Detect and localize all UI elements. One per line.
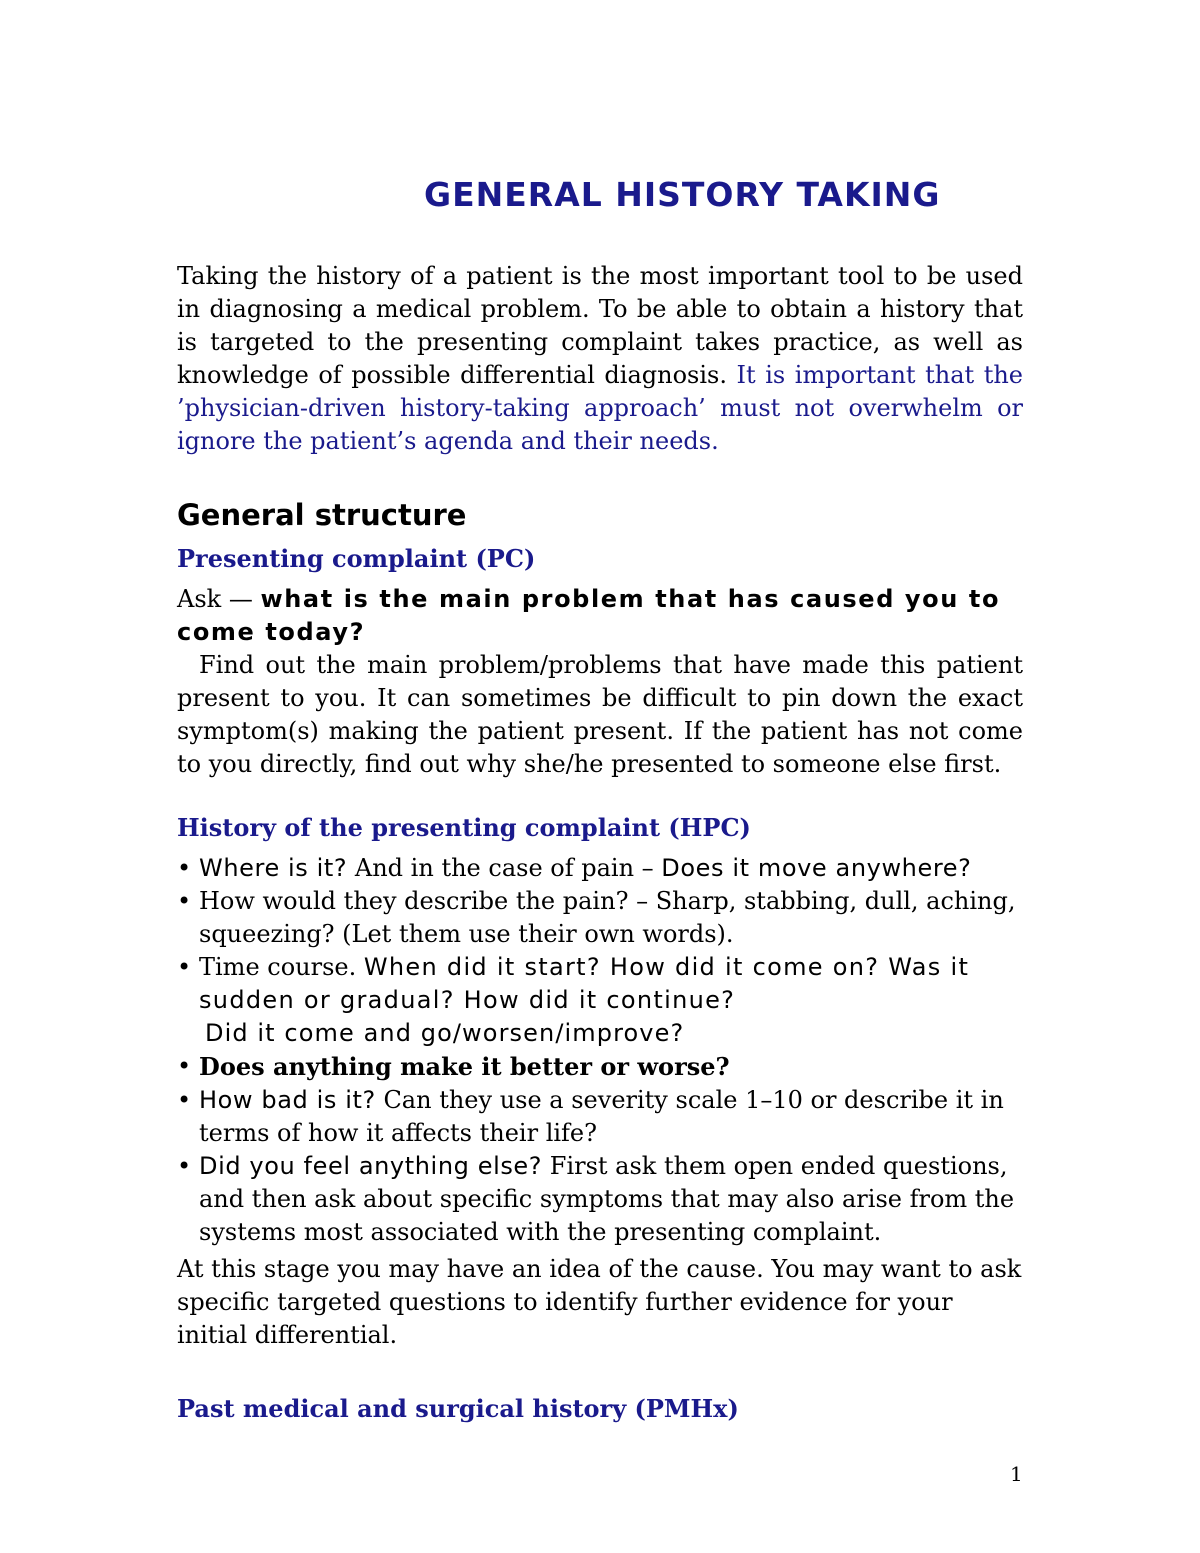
hpc-item-text: How bad is it? [199, 1086, 376, 1114]
bullet: • [177, 1052, 192, 1080]
hpc-item-text: Does anything make it better or worse? [199, 1052, 730, 1081]
page-number: 1 [1010, 1462, 1023, 1486]
subheading-pmhx: Past medical and surgical history (PMHx) [177, 1394, 739, 1423]
list-item [177, 951, 1023, 1050]
subheading-presenting-complaint: Presenting complaint (PC) [177, 544, 536, 573]
list-item [177, 1084, 1023, 1150]
list-item [177, 852, 1023, 885]
hpc-item-text: Did you feel anything else? [199, 1152, 543, 1180]
hpc-item-text: Can they use a severity scale 1–10 or describe it in terms of how it affects their life? [199, 1086, 1004, 1147]
intro-paragraph [177, 260, 1023, 458]
hpc-item-text: When did it start? How did it come on? Was it sudden or gradual? How did it continue? [199, 953, 970, 1014]
ask-question: what is the main problem that has caused you to come today? [177, 585, 1001, 646]
hpc-item-text: How would they describe the pain? – Sharp, stabbing, dull, aching, squeezing? (Let them use their own words). [199, 887, 1016, 948]
hpc-closing: At this stage you may have an idea of the cause. You may want to ask specific targeted questions to identify further evidence for your initial differential. [177, 1255, 1022, 1349]
document-title: GENERAL HISTORY TAKING [424, 175, 941, 214]
bullet: • [177, 953, 192, 981]
bullet: • [177, 854, 192, 882]
hpc-list [177, 852, 1023, 1249]
hpc-item-text: Did it come and go/worsen/improve? [205, 1019, 685, 1047]
bullet: • [177, 1152, 192, 1180]
bullet: • [177, 887, 192, 915]
list-item [177, 1050, 1023, 1084]
hpc-item-text: Does it move anywhere? [661, 854, 972, 882]
hpc-item-text: Where is it? [199, 854, 348, 882]
pc-body: Find out the main problem/problems that have made this patient present to you. It can sometimes be difficult to pin down the exact symptom(s) making the patient present. If the patient has not come to you directly, find out why she/he presented to someone else first. [177, 651, 1023, 778]
section-heading-general-structure: General structure [177, 498, 467, 532]
ask-line [177, 583, 1023, 649]
intro-highlight: It is important that the ’physician-driven history-taking approach’ must not overwhelm or ignore the patient’s agenda and their needs. [177, 361, 1023, 455]
ask-prefix: Ask — [177, 585, 261, 613]
hpc-item-text: First ask them open ended questions, and then ask about specific symptoms that may also arise from the systems most associated with the presenting complaint. [199, 1152, 1015, 1246]
page-content [177, 168, 1023, 1429]
bullet: • [177, 1086, 192, 1114]
hpc-item-text: And in the case of pain – [347, 854, 662, 882]
list-item [177, 885, 1023, 951]
list-item [177, 1150, 1023, 1249]
hpc-item-text: Time course. [199, 953, 364, 981]
subheading-hpc: History of the presenting complaint (HPC) [177, 813, 751, 842]
intro-text: Taking the history of a patient is the most important tool to be used in diagnosing a medical problem. To be able to obtain a history that is targeted to the presenting complaint takes practice, as well as knowledge of possible differential diagnosis. [177, 262, 1023, 389]
